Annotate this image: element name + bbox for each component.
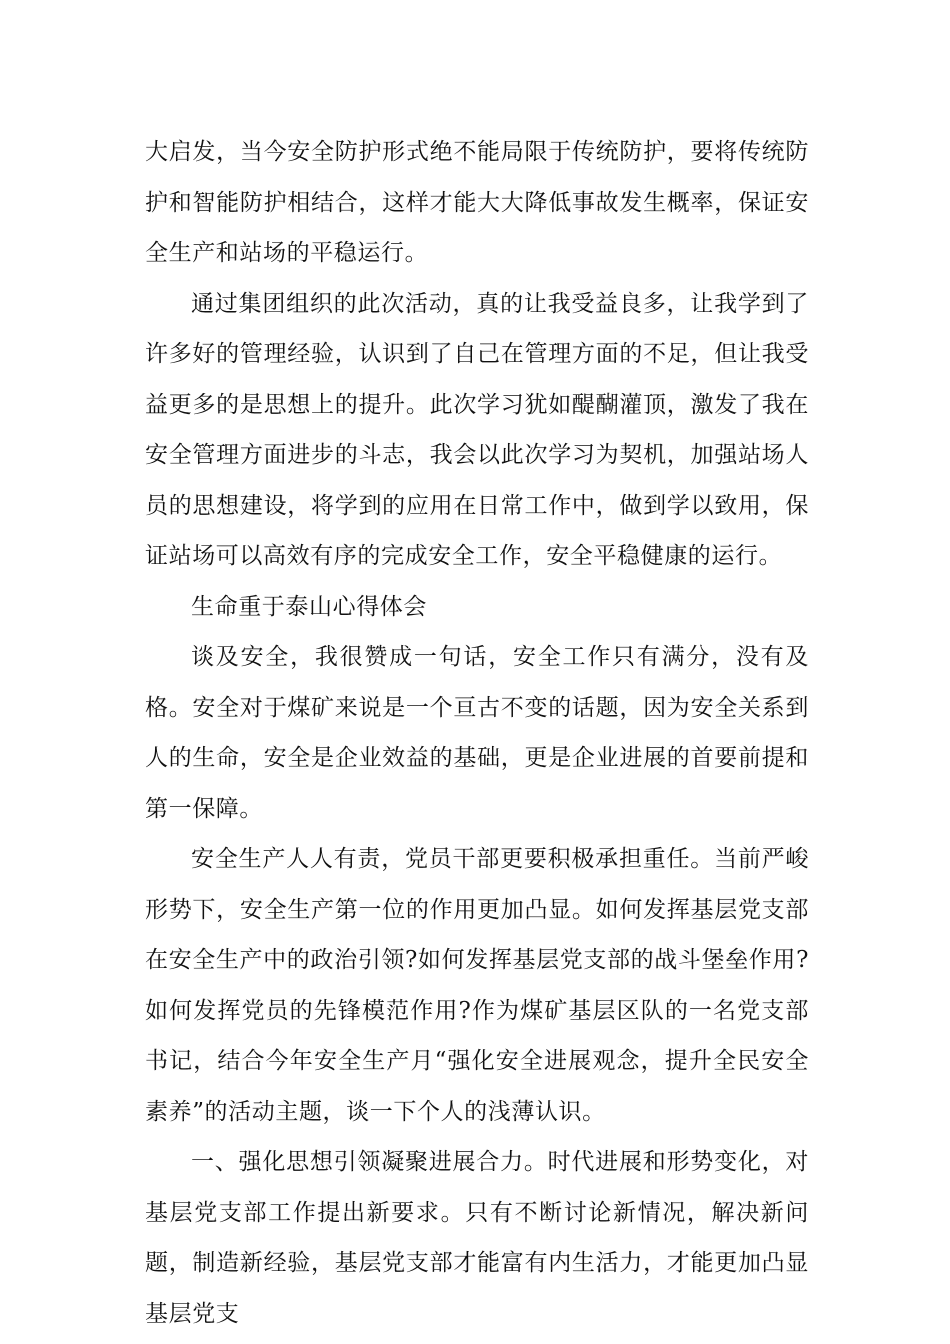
section-title: 生命重于泰山心得体会 bbox=[191, 593, 427, 620]
paragraph-3: 谈及安全，我很赞成一句话，安全工作只有满分，没有及格。安全对于煤矿来说是一个亘古不变的话题，因为安全关系到人的生命，安全是企业效益的基础，更是企业进展的首要前提和第一保障。 bbox=[145, 644, 809, 822]
document-body bbox=[145, 127, 809, 1339]
paragraph-5: 一、强化思想引领凝聚进展合力。时代进展和形势变化，对基层党支部工作提出新要求。只有不断讨论新情况，解决新问题，制造新经验，基层党支部才能富有内生活力，才能更加凸显基层党支 bbox=[145, 1149, 809, 1327]
paragraph-1: 大启发，当今安全防护形式绝不能局限于传统防护，要将传统防护和智能防护相结合，这样才能大大降低事故发生概率，保证安全生产和站场的平稳运行。 bbox=[145, 139, 809, 266]
paragraph-4: 安全生产人人有责，党员干部更要积极承担重任。当前严峻形势下，安全生产第一位的作用更加凸显。如何发挥基层党支部在安全生产中的政治引领?如何发挥基层党支部的战斗堡垒作用?如何发挥党员的先锋模范作用?作为煤矿基层区队的一名党支部书记，结合今年安全生产月“强化安全进展观念，提升全民安全素养”的活动主题，谈一下个人的浅薄认识。 bbox=[145, 846, 809, 1125]
paragraph-2: 通过集团组织的此次活动，真的让我受益良多，让我学到了许多好的管理经验，认识到了自己在管理方面的不足，但让我受益更多的是思想上的提升。此次学习犹如醍醐灌顶，激发了我在安全管理方面进步的斗志，我会以此次学习为契机，加强站场人员的思想建设，将学到的应用在日常工作中，做到学以致用，保证站场可以高效有序的完成安全工作，安全平稳健康的运行。 bbox=[145, 290, 809, 569]
